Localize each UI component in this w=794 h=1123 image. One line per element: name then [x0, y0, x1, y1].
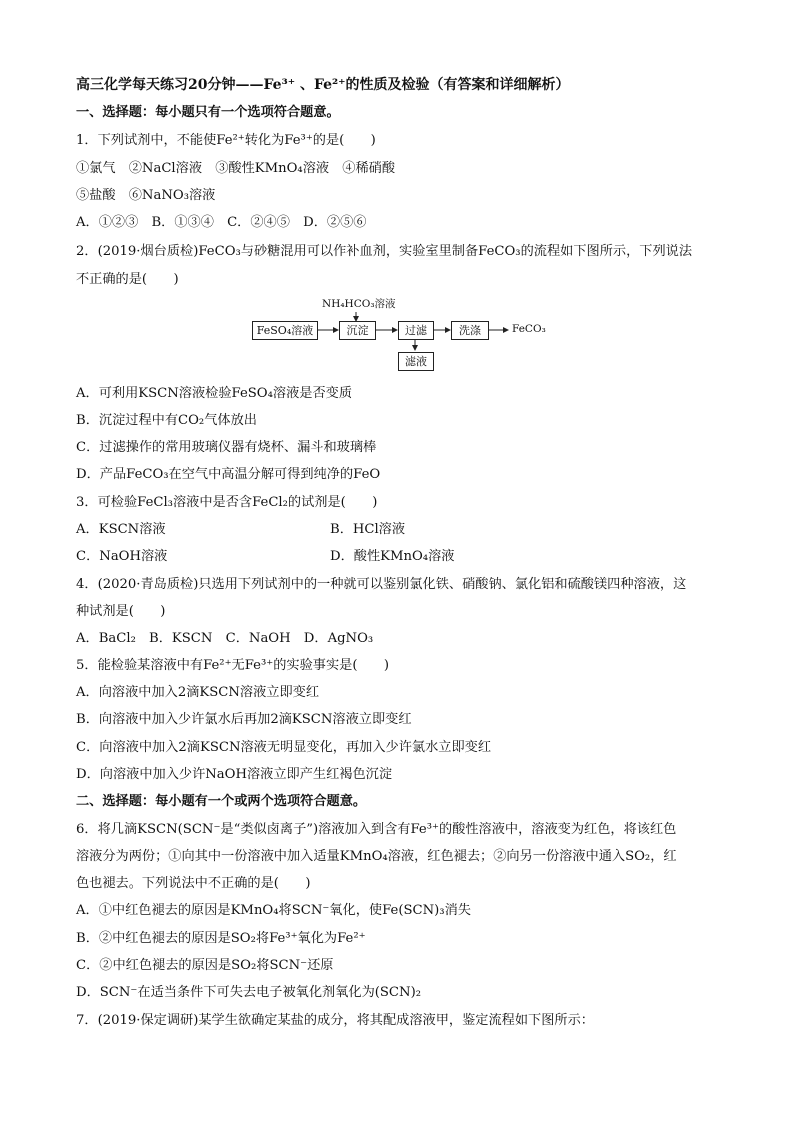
q6-stem-line2: 溶液分为两份；①向其中一份溶液中加入适量KMnO₄溶液，红色褪去；②向另一份溶液中通入SO₂，红 — [76, 849, 677, 864]
q6-stem-line3: 色也褪去。下列说法中不正确的是( ) — [76, 876, 311, 891]
q1-options: A．①②③ B．①③④ C．②④⑤ D．②⑤⑥ — [76, 215, 367, 230]
reagent-label: NH₄HCO₃溶液 — [322, 298, 396, 310]
q3-option-c: C．NaOH溶液 — [76, 549, 168, 564]
q4-stem-line1: 4．(2020·青岛质检)只选用下列试剂中的一种就可以鉴别氯化铁、硝酸钠、氯化铝和硫酸镁四种溶液，这 — [76, 577, 687, 592]
q2-option-c: C．过滤操作的常用玻璃仪器有烧杯、漏斗和玻璃棒 — [76, 440, 377, 455]
q2-option-a: A．可利用KSCN溶液检验FeSO₄溶液是否变质 — [76, 386, 353, 401]
q5-option-b: B．向溶液中加入少许氯水后再加2滴KSCN溶液立即变红 — [76, 712, 412, 727]
q3-option-a: A．KSCN溶液 — [76, 522, 166, 537]
q6-option-c: C．②中红色褪去的原因是SO₂将SCN⁻还原 — [76, 958, 334, 973]
q2-option-d: D．产品FeCO₃在空气中高温分解可得到纯净的FeO — [76, 467, 381, 482]
wash-box: 洗涤 — [451, 321, 489, 340]
q5-option-d: D．向溶液中加入少许NaOH溶液立即产生红褐色沉淀 — [76, 767, 393, 782]
q6-option-b: B．②中红色褪去的原因是SO₂将Fe³⁺氧化为Fe²⁺ — [76, 931, 366, 946]
section-heading-1: 一、选择题：每小题只有一个选项符合题意。 — [76, 105, 340, 120]
q2-option-b: B．沉淀过程中有CO₂气体放出 — [76, 413, 257, 428]
q3-option-d: D．酸性KMnO₄溶液 — [330, 549, 455, 564]
start-box: FeSO₄溶液 — [252, 321, 318, 340]
q2-stem-line2: 不正确的是( ) — [76, 272, 179, 287]
precipitate-box: 沉淀 — [339, 321, 376, 340]
page-title: 高三化学每天练习20分钟——Fe³⁺ 、Fe²⁺的性质及检验（有答案和详细解析） — [76, 77, 570, 93]
q5-option-a: A．向溶液中加入2滴KSCN溶液立即变红 — [76, 685, 320, 700]
section-heading-2: 二、选择题：每小题有一个或两个选项符合题意。 — [76, 794, 367, 809]
q1-stem: 1．下列试剂中，不能使Fe²⁺转化为Fe³⁺的是( ) — [76, 133, 376, 148]
q3-option-b: B．HCl溶液 — [330, 522, 406, 537]
q1-choices-line1: ①氯气 ②NaCl溶液 ③酸性KMnO₄溶液 ④稀硝酸 — [76, 161, 396, 176]
q4-stem-line2: 种试剂是( ) — [76, 604, 166, 619]
q4-options: A．BaCl₂ B．KSCN C．NaOH D．AgNO₃ — [76, 631, 374, 646]
q6-stem-line1: 6．将几滴KSCN(SCN⁻是“类似卤离子”)溶液加入到含有Fe³⁺的酸性溶液中，溶液变为红色，将该红色 — [76, 822, 677, 837]
filter-box: 过滤 — [398, 321, 434, 340]
q5-option-c: C．向溶液中加入2滴KSCN溶液无明显变化，再加入少许氯水立即变红 — [76, 740, 492, 755]
q2-stem-line1: 2．(2019·烟台质检)FeCO₃与砂糖混用可以作补血剂，实验室里制备FeCO₃的流程如下图所示，下列说法 — [76, 244, 693, 259]
q3-stem: 3．可检验FeCl₃溶液中是否含FeCl₂的试剂是( ) — [76, 495, 378, 510]
q1-choices-line2: ⑤盐酸 ⑥NaNO₃溶液 — [76, 188, 216, 203]
product-label: FeCO₃ — [512, 323, 546, 335]
q6-option-a: A．①中红色褪去的原因是KMnO₄将SCN⁻氧化，使Fe(SCN)₃消失 — [76, 903, 471, 918]
q7-stem: 7．(2019·保定调研)某学生欲确定某盐的成分，将其配成溶液甲，鉴定流程如下图所示： — [76, 1013, 594, 1028]
filtrate-box: 滤液 — [398, 352, 434, 371]
q6-option-d: D．SCN⁻在适当条件下可失去电子被氧化剂氧化为(SCN)₂ — [76, 985, 421, 1000]
flow-diagram — [252, 292, 552, 378]
q5-stem: 5．能检验某溶液中有Fe²⁺无Fe³⁺的实验事实是( ) — [76, 658, 390, 673]
